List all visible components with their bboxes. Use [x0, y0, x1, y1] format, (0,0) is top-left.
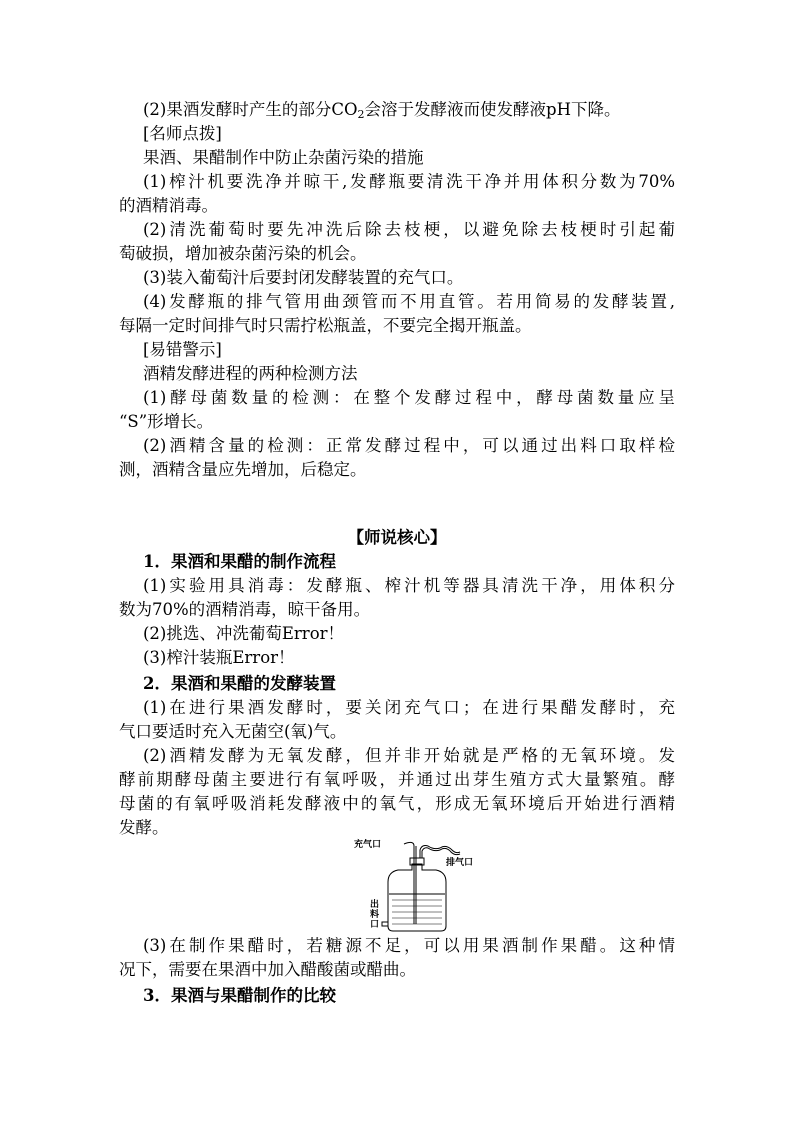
text-line: 酵前期酵母菌主要进行有氧呼吸，并通过出芽生殖方式大量繁殖。酵	[119, 770, 675, 789]
drain-label-1: 出	[370, 900, 380, 910]
drain-label-3: 口	[370, 920, 380, 930]
text-line: (4)发酵瓶的排气管用曲颈管而不用直管。若用简易的发酵装置,	[143, 292, 675, 311]
text-line: (2)清洗葡萄时要先冲洗后除去枝梗，以避免除去枝梗时引起葡	[143, 220, 675, 239]
text-line: (1)酵母菌数量的检测：在整个发酵过程中，酵母菌数量应呈	[143, 388, 675, 407]
text-line: 气口要适时充入无菌空(氧)气。	[119, 722, 347, 741]
text-line: 母菌的有氧呼吸消耗发酵液中的氧气，形成无氧环境后开始进行酒精	[119, 794, 675, 813]
text-line: (1)实验用具消毒：发酵瓶、榨汁机等器具清洗干净，用体积分	[143, 576, 675, 595]
text-line: 萄破损，增加被杂菌污染的机会。	[119, 244, 367, 263]
text-line: (3)装入葡萄汁后要封闭发酵装置的充气口。	[143, 268, 464, 287]
text-line: “S”形增长。	[119, 412, 214, 431]
inlet-label: 充气口	[354, 840, 382, 850]
text-line: (1)在进行果酒发酵时，要关闭充气口；在进行果醋发酵时，充	[143, 698, 675, 717]
text-line: 数为70%的酒精消毒，晾干备用。	[119, 600, 371, 619]
text-line: 的酒精消毒。	[119, 196, 218, 215]
text-line: (3)在制作果醋时，若糖源不足，可以用果酒制作果醋。这种情	[143, 936, 675, 955]
text-line: (2)酒精含量的检测：正常发酵过程中，可以通过出料口取样检	[143, 436, 675, 455]
outlet-label: 排气口	[446, 858, 474, 868]
section-heading-1: 1．果酒和果醋的制作流程	[143, 552, 336, 571]
text-line: 每隔一定时间排气时只需拧松瓶盖，不要完全揭开瓶盖。	[119, 316, 532, 335]
section-heading-3: 3．果酒与果醋制作的比较	[143, 986, 336, 1005]
text-line: (1)榨汁机要洗净并晾干,发酵瓶要清洗干净并用体积分数为70%	[143, 172, 675, 191]
text-line: (3)榨汁装瓶Error！	[143, 648, 295, 667]
fermentation-apparatus-figure	[352, 838, 482, 934]
text-line: 测，酒精含量应先增加，后稳定。	[119, 460, 367, 479]
section-title-core: 【师说核心】	[347, 528, 447, 547]
text-line: 况下，需要在果酒中加入醋酸菌或醋曲。	[119, 960, 416, 979]
text-line: (2)挑选、冲洗葡萄Error！	[143, 624, 345, 643]
text-line: (2)酒精发酵为无氧发酵，但并非开始就是严格的无氧环境。发	[143, 746, 675, 765]
tag-expert-tips: [名师点拨]	[143, 124, 222, 143]
section-heading-2: 2．果酒和果醋的发酵装置	[143, 674, 336, 693]
tag-common-errors: [易错警示]	[143, 340, 222, 359]
text-line: 发酵。	[119, 818, 169, 837]
heading-detection-methods: 酒精发酵进程的两种检测方法	[143, 364, 358, 383]
paragraph-co2: (2)果酒发酵时产生的部分$CO_2$会溶于发酵液而使发酵液pH下降。	[143, 100, 621, 121]
heading-contamination-measures: 果酒、果醋制作中防止杂菌污染的措施	[143, 148, 424, 167]
drain-label-2: 料	[370, 910, 380, 920]
